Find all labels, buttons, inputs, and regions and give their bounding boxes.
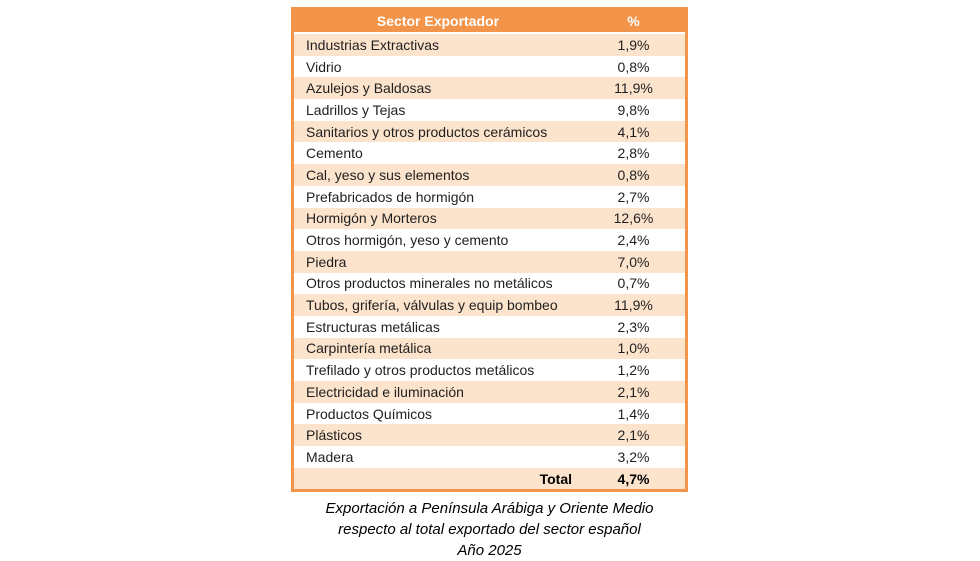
percent-cell: 1,4% (617, 405, 650, 422)
percent-cell: 7,0% (617, 253, 650, 270)
sector-cell: Estructuras metálicas (306, 318, 440, 335)
table-row (294, 381, 685, 403)
table-row (294, 208, 685, 230)
percent-cell: 2,4% (617, 232, 650, 249)
percent-cell: 2,8% (617, 145, 650, 162)
sector-cell: Hormigón y Morteros (306, 210, 437, 227)
export-sectors-table (291, 7, 688, 492)
sector-cell: Otros hormigón, yeso y cemento (306, 232, 509, 249)
table-row (294, 273, 685, 295)
percent-cell: 1,0% (617, 340, 650, 357)
sector-cell: Electricidad e iluminación (306, 383, 464, 400)
percent-cell: 11,9% (614, 297, 653, 314)
sector-cell: Prefabricados de hormigón (306, 188, 475, 205)
table-row (294, 229, 685, 251)
sector-cell: Plásticos (306, 427, 363, 444)
header-sector: Sector Exportador (376, 13, 500, 29)
percent-cell: 12,6% (613, 210, 654, 227)
sector-cell: Azulejos y Baldosas (306, 80, 432, 97)
table-row (294, 99, 685, 121)
table-row (294, 359, 685, 381)
table-row (294, 34, 685, 56)
sector-cell: Madera (306, 448, 354, 465)
table-row (294, 446, 685, 468)
percent-cell: 4,1% (617, 123, 650, 140)
sector-cell: Productos Químicos (306, 405, 433, 422)
percent-cell: 9,8% (617, 101, 650, 118)
total-percent: 4,7% (617, 470, 650, 487)
total-label: Total (539, 470, 572, 487)
percent-cell: 0,7% (617, 275, 650, 292)
sector-cell: Cal, yeso y sus elementos (306, 166, 470, 183)
table-row (294, 424, 685, 446)
percent-cell: 11,9% (614, 80, 653, 97)
table-caption (291, 498, 688, 561)
caption-line-1: Exportación a Península Arábiga y Oriente Medio (325, 500, 654, 517)
caption-line-2: respecto al total exportado del sector español (338, 521, 641, 538)
header-percent: % (627, 13, 640, 29)
table-row (294, 56, 685, 78)
sector-cell: Sanitarios y otros productos cerámicos (306, 123, 548, 140)
table-row (294, 251, 685, 273)
table-row (294, 121, 685, 143)
table-total-row (294, 468, 685, 490)
table-header-row (294, 10, 685, 34)
table-row (294, 142, 685, 164)
percent-cell: 3,2% (617, 448, 650, 465)
sector-cell: Cemento (306, 145, 363, 162)
table-row (294, 164, 685, 186)
sector-cell: Piedra (306, 253, 347, 270)
table-row (294, 316, 685, 338)
percent-cell: 1,2% (617, 362, 650, 379)
sector-cell: Otros productos minerales no metálicos (306, 275, 553, 292)
percent-cell: 2,7% (617, 188, 650, 205)
caption-line-3: Año 2025 (457, 542, 522, 559)
percent-cell: 2,1% (617, 383, 650, 400)
sector-cell: Vidrio (306, 58, 342, 75)
percent-cell: 2,3% (617, 318, 650, 335)
table-row (294, 338, 685, 360)
table-row (294, 294, 685, 316)
percent-cell: 2,1% (617, 427, 650, 444)
table-row (294, 77, 685, 99)
table-row (294, 403, 685, 425)
sector-cell: Tubos, grifería, válvulas y equip bombeo (306, 297, 558, 314)
sector-cell: Trefilado y otros productos metálicos (306, 362, 535, 379)
percent-cell: 0,8% (617, 58, 650, 75)
sector-cell: Carpintería metálica (306, 340, 432, 357)
sector-cell: Ladrillos y Tejas (306, 101, 406, 118)
table-row (294, 186, 685, 208)
sector-cell: Industrias Extractivas (306, 36, 440, 53)
percent-cell: 1,9% (617, 36, 650, 53)
percent-cell: 0,8% (617, 166, 650, 183)
